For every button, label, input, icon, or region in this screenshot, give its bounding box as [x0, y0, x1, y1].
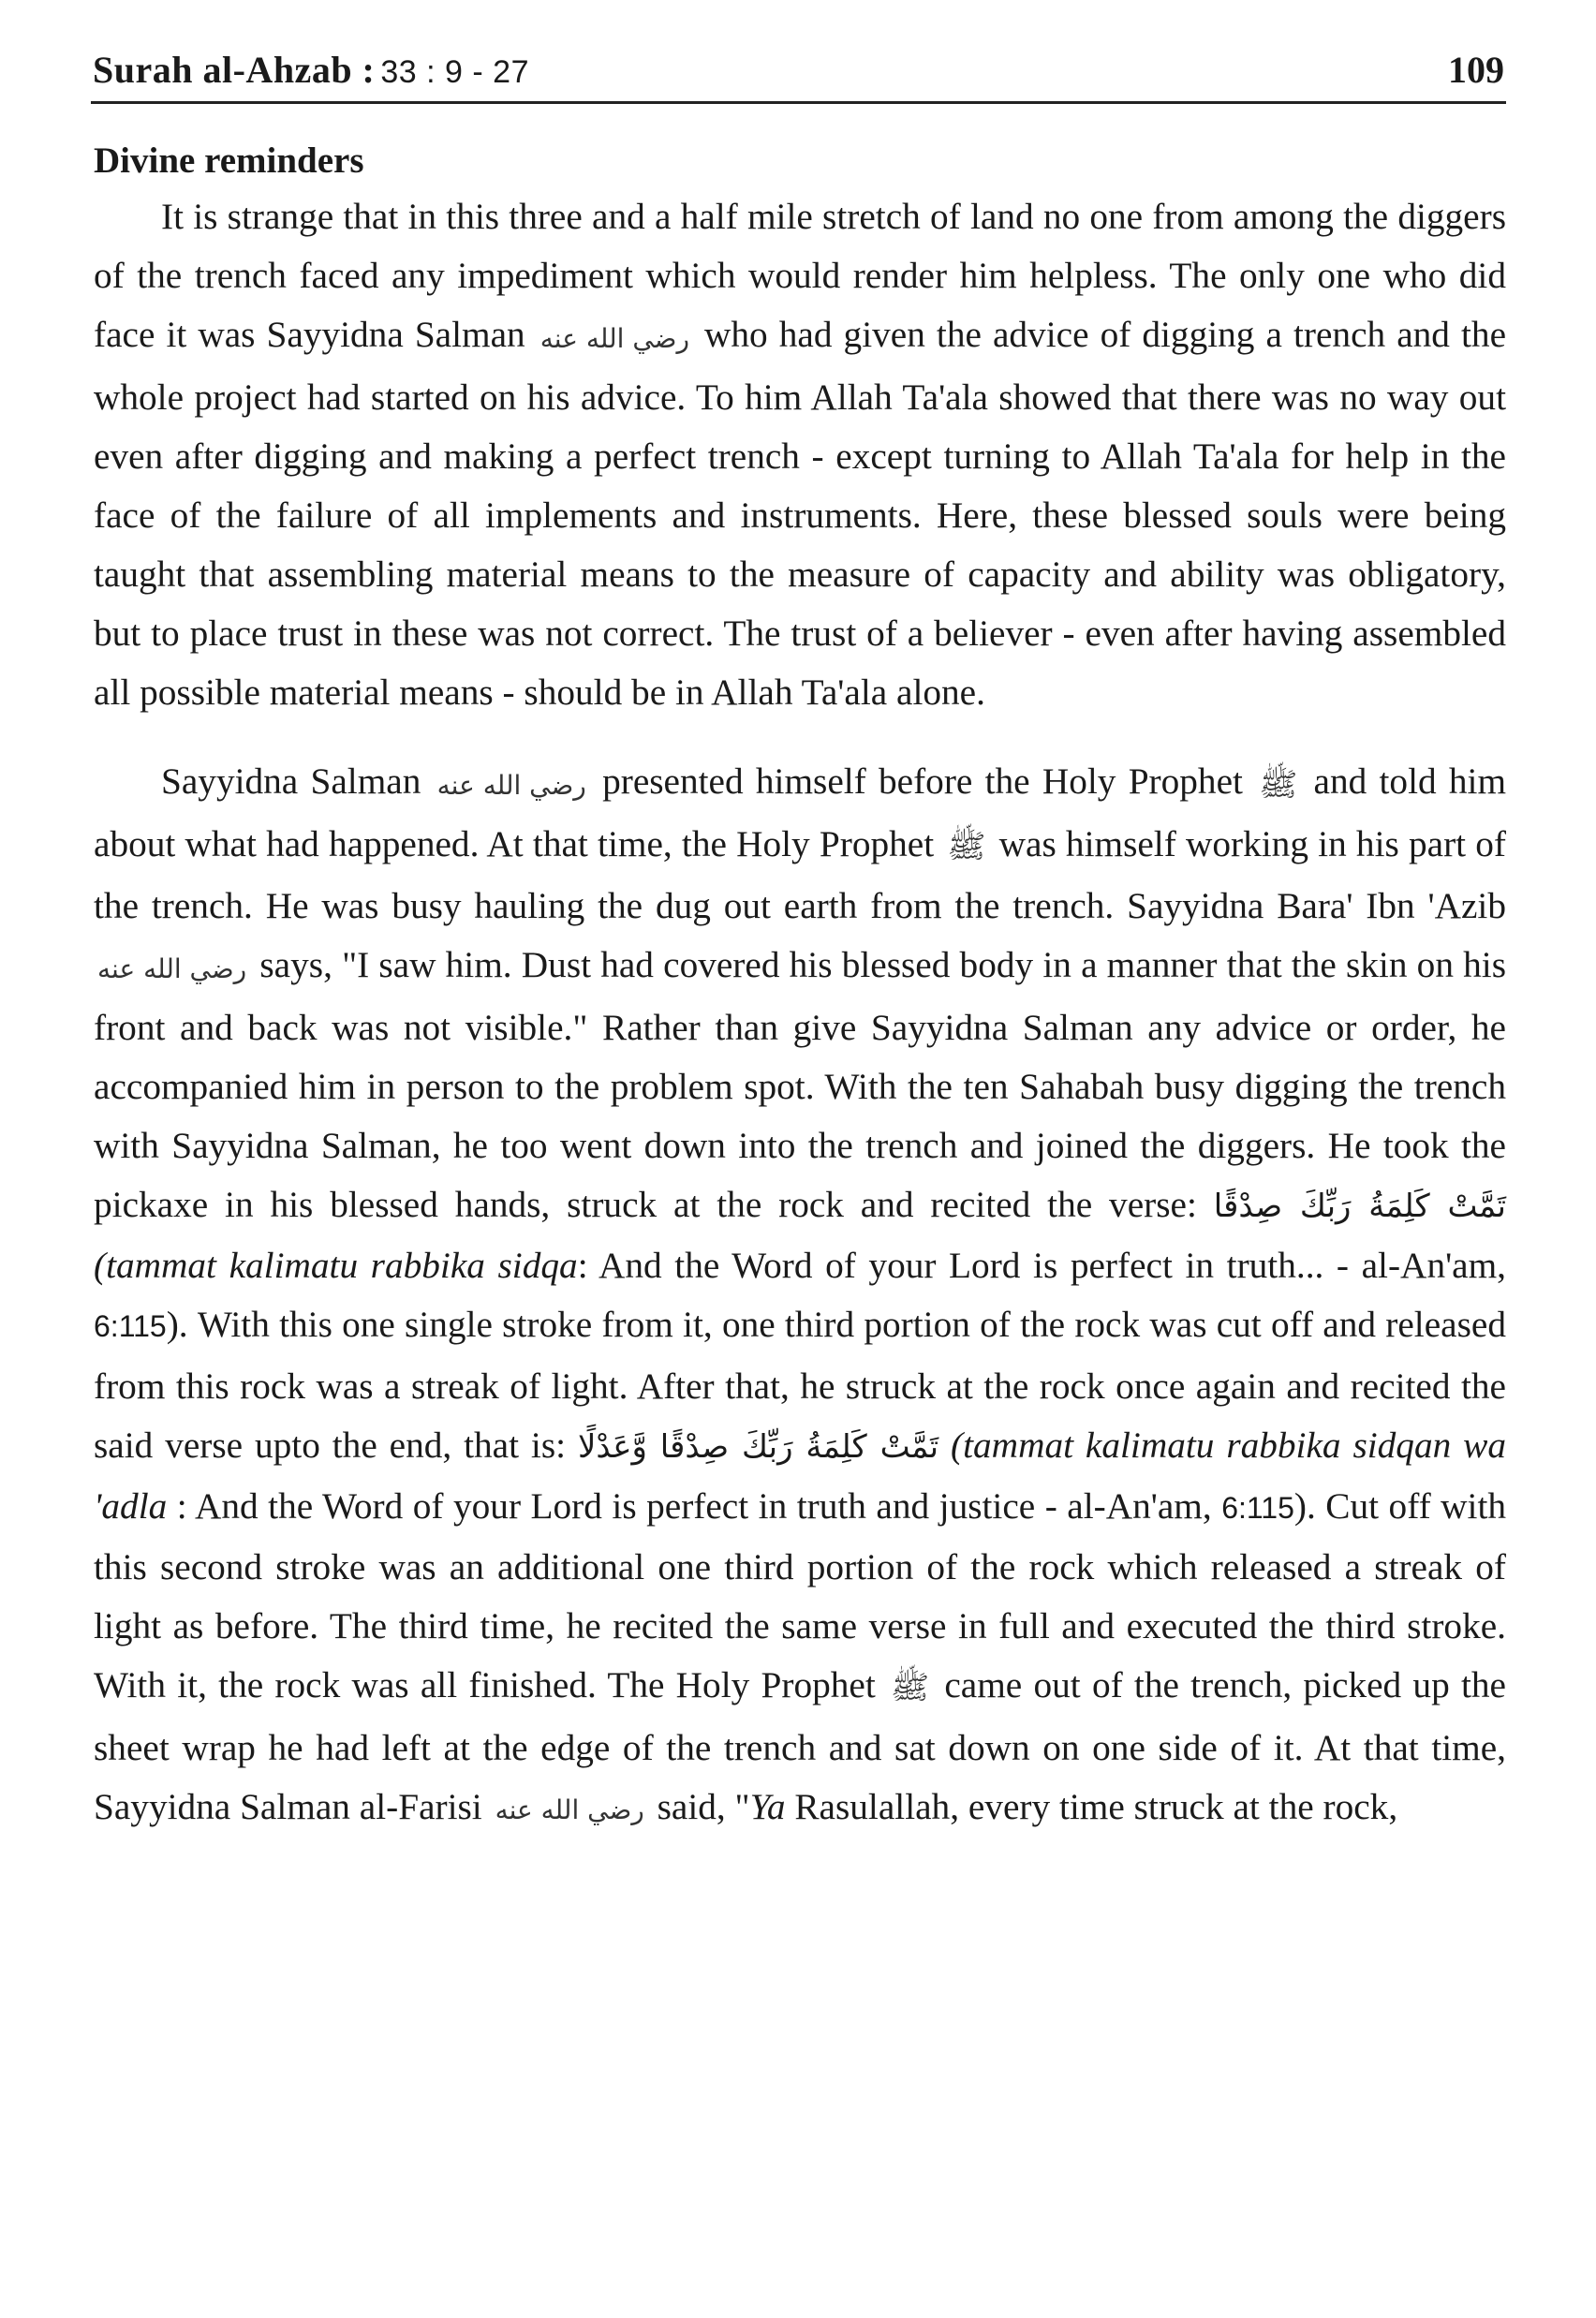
paragraph-text: and told him about what had happened. At that time, the Holy Prophet	[94, 760, 1507, 864]
paragraph-text: said, "	[657, 1785, 750, 1827]
paragraph-1	[94, 187, 1506, 722]
arabic-verse: تَمَّتْ كَلِمَةُ رَبِّكَ صِدْقًا	[1213, 1188, 1506, 1226]
header-title	[93, 48, 529, 92]
body-text	[94, 140, 1506, 1839]
companion-honorific-icon: رضي الله عنه	[436, 769, 586, 801]
companion-honorific-icon: رضي الله عنه	[539, 322, 689, 354]
surah-name: Surah al-Ahzab :	[93, 49, 376, 91]
paragraph-text: was himself working in his part of the trench. He was busy hauling the dug out earth from the trench. Sayyidna Bara' Ibn 'Azib	[94, 822, 1507, 927]
arabic-verse: تَمَّتْ كَلِمَةُ رَبِّكَ صِدْقًا وَّعَدْلًا	[577, 1427, 939, 1466]
paragraph-text: presented himself before the Holy Prophet	[602, 760, 1243, 803]
section-heading: Divine reminders	[94, 140, 364, 181]
verse-citation: 6:115	[1221, 1490, 1294, 1525]
paragraph-text: ). With this one single stroke from it, one third portion of the rock was cut off and released from this rock was a streak of light. After that, he struck at the rock once again and recited the said verse upto the end, that is:	[94, 1304, 1506, 1466]
companion-honorific-icon: رضي الله عنه	[97, 952, 247, 984]
transliteration: (tammat kalimatu rabbika sidqa	[94, 1245, 578, 1287]
page-number: 109	[1448, 49, 1504, 91]
paragraph-text: It is strange that in this three and a half mile stretch of land no one from among the diggers of the trench faced any impediment which would render him helpless. The only one who did face it was Sayyidna Salman	[94, 196, 1506, 356]
paragraph-text: Sayyidna Salman	[161, 760, 421, 803]
transliteration: Ya	[749, 1785, 786, 1827]
prophet-honorific-icon: ﷺ	[1259, 765, 1298, 804]
verse-citation: 6:115	[94, 1309, 167, 1344]
running-header	[91, 49, 1506, 104]
paragraph-text: says, "I saw him. Dust had covered his blessed body in a manner that the skin on his front and back was not visible." Rather than give Sayyidna Salman any advice or order, he accompanied him in person to the problem spot. With the ten Sahabah busy digging the trench with Sayyidna Salman, he too went down into the trench and joined the diggers. He took the pickaxe in his blessed hands, struck at the rock and recited the verse:	[94, 944, 1507, 1226]
companion-honorific-icon: رضي الله عنه	[495, 1794, 644, 1826]
paragraph-text: who had given the advice of digging a trench and the whole project had started on his advice. To him Allah Ta'ala showed that there was no way out even after digging and making a perfect trench - except turning to Allah Ta'ala for help in the face of the failure of all implements and instruments. Here, these blessed souls were being taught that assembling material means to the measure of capacity and ability was obligatory, but to place trust in these was not correct. The trust of a believer - even after having assembled all possible material means - should be in Allah Ta'ala alone.	[94, 314, 1507, 714]
prophet-honorific-icon: ﷺ	[891, 1669, 930, 1707]
paragraph-text: came out of the trench, picked up the sheet wrap he had left at the edge of the trench and sat down on one side of it. At that time, Sayyidna Salman al-Farisi	[94, 1664, 1506, 1827]
paragraph-text: Rasulallah, every time struck at the rock,	[794, 1785, 1398, 1827]
paragraph-text: : And the Word of your Lord is perfect in truth... - al-An'am,	[577, 1245, 1506, 1287]
prophet-honorific-icon: ﷺ	[947, 828, 986, 866]
transliteration: (tammat kalimatu rabbika sidqan wa 'adla	[94, 1424, 1507, 1527]
paragraph-text: ). Cut off with this second stroke was an additional one third portion of the rock which released a streak of light as before. The third time, he recited the same verse in full and executed the third stroke. With it, the rock was all finished. The Holy Prophet	[94, 1484, 1507, 1705]
verse-reference: 33 : 9 - 27	[380, 54, 529, 90]
paragraph-2	[94, 752, 1506, 1839]
paragraph-text: : And the Word of your Lord is perfect in truth and justice - al-An'am,	[176, 1484, 1212, 1527]
